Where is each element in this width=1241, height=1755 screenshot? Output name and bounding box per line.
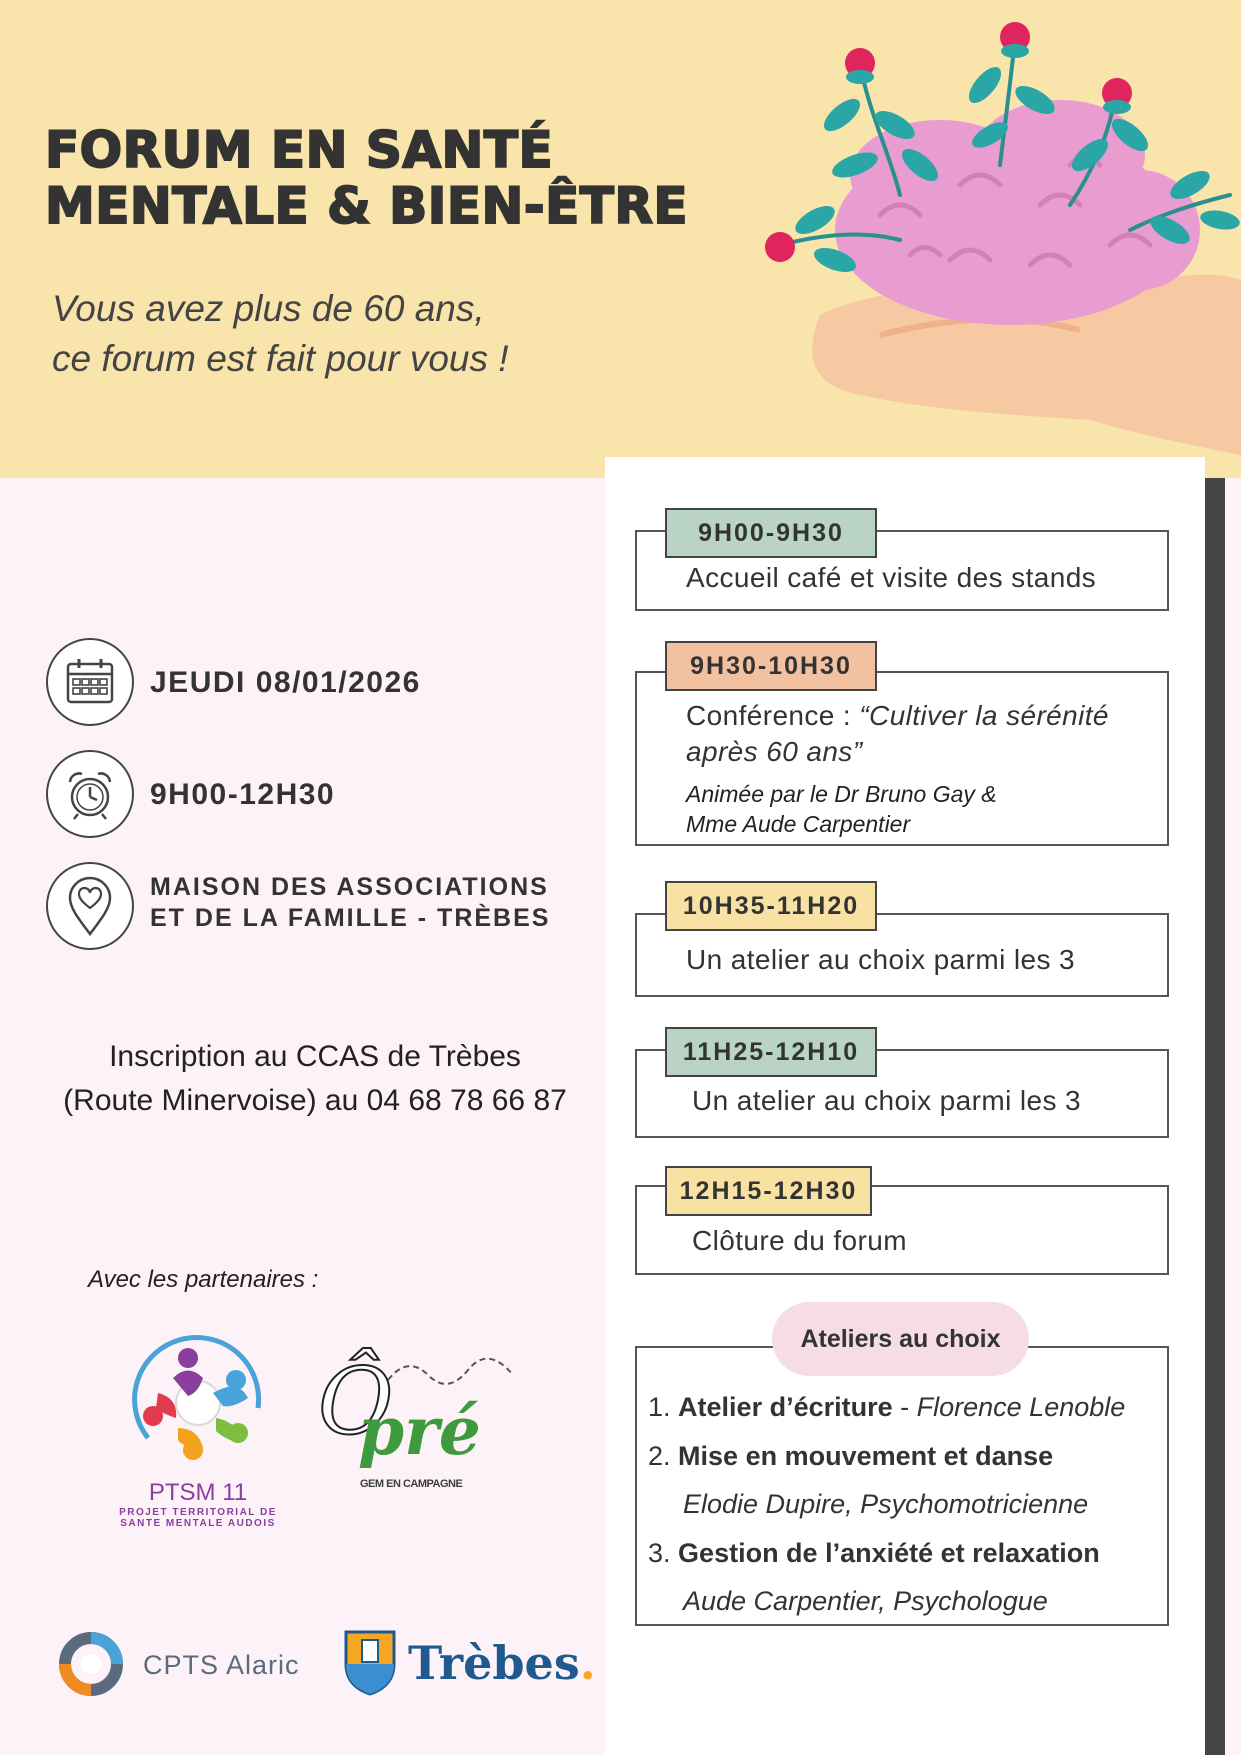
speakers-line-1: Animée par le Dr Bruno Gay &	[686, 781, 997, 807]
inscription-info	[30, 1035, 600, 1123]
partners-label: Avec les partenaires :	[88, 1266, 319, 1293]
time-badge-3: 10H35-11H20	[665, 881, 877, 931]
inscription-line-1: Inscription au CCAS de Trèbes	[109, 1040, 521, 1073]
opre-logo	[318, 1330, 518, 1500]
trebes-dot: .	[579, 1636, 596, 1690]
place-line-2: ET DE LA FAMILLE - TRÈBES	[150, 904, 551, 932]
ateliers-box	[635, 1346, 1169, 1626]
atelier-name-3: Gestion de l’anxiété et relaxation	[678, 1538, 1100, 1568]
event-date: JEUDI 08/01/2026	[150, 666, 421, 699]
alarm-clock-icon	[46, 750, 134, 838]
program-text-1: Accueil café et visite des stands	[686, 562, 1097, 593]
ptsm-line-1: PROJET TERRITORIAL DE	[119, 1507, 277, 1518]
atelier-who-1: Florence Lenoble	[916, 1392, 1126, 1422]
conference-line-1	[686, 698, 1109, 734]
conference-prefix: Conférence :	[686, 700, 860, 731]
conference-title-2: après 60 ans”	[686, 736, 863, 767]
opre-tagline: GEM EN CAMPAGNE	[360, 1478, 463, 1490]
time-badge-1: 9H00-9H30	[665, 508, 877, 558]
opre-word: pré	[358, 1392, 481, 1470]
opre-o: Ô	[318, 1348, 394, 1455]
conference-title-1: “Cultiver la sérénité	[859, 700, 1109, 731]
ateliers-title: Ateliers au choix	[772, 1302, 1029, 1376]
time-badge-5: 12H15-12H30	[665, 1166, 872, 1216]
program-card-shadow	[1205, 478, 1225, 1755]
conference-speakers	[686, 779, 997, 839]
inscription-line-2: (Route Minervoise) au 04 68 78 66 87	[63, 1084, 567, 1117]
atelier-item-3	[648, 1538, 1100, 1569]
atelier-item-2	[648, 1441, 1053, 1472]
program-text-3: Un atelier au choix parmi les 3	[686, 944, 1076, 975]
ptsm11-logo	[118, 1328, 278, 1529]
program-text-5: Clôture du forum	[692, 1225, 907, 1256]
atelier-num-1: 1.	[648, 1392, 671, 1422]
cpts-alaric-logo	[55, 1628, 315, 1704]
event-time: 9H00-12H30	[150, 778, 336, 811]
trebes-crest-icon	[342, 1626, 398, 1696]
trebes-word: Trèbes	[408, 1636, 580, 1690]
atelier-name-2: Mise en mouvement et danse	[678, 1441, 1054, 1471]
trebes-logo	[342, 1626, 596, 1706]
subtitle	[52, 284, 509, 384]
cpts-name: CPTS Alaric	[143, 1650, 300, 1680]
atelier-who-2: Elodie Dupire, Psychomotricienne	[683, 1489, 1089, 1519]
speakers-line-2: Mme Aude Carpentier	[686, 811, 911, 837]
event-place	[150, 872, 550, 934]
program-text-4: Un atelier au choix parmi les 3	[692, 1085, 1082, 1116]
atelier-who-3: Aude Carpentier, Psychologue	[683, 1586, 1048, 1616]
atelier-num-2: 2.	[648, 1441, 671, 1471]
page-title	[45, 122, 688, 234]
atelier-name-1: Atelier d’écriture	[678, 1392, 893, 1422]
subtitle-line-1: Vous avez plus de 60 ans,	[52, 288, 485, 329]
program-text-2	[686, 698, 1109, 770]
title-line-1: FORUM EN SANTÉ	[45, 121, 554, 179]
place-line-1: MAISON DES ASSOCIATIONS	[150, 873, 549, 901]
ptsm-name: PTSM 11	[148, 1479, 248, 1506]
brain-flowers-illustration	[760, 15, 1241, 485]
trebes-name	[408, 1636, 596, 1690]
time-badge-4: 11H25-12H10	[665, 1027, 877, 1077]
title-line-2: MENTALE & BIEN-ÊTRE	[45, 177, 688, 235]
time-badge-2: 9H30-10H30	[665, 641, 877, 691]
cpts-icon	[55, 1628, 127, 1700]
location-pin-heart-icon	[46, 862, 134, 950]
subtitle-line-2: ce forum est fait pour vous !	[52, 338, 509, 379]
atelier-sep-1: -	[892, 1392, 917, 1422]
atelier-item-1	[648, 1392, 1125, 1423]
atelier-num-3: 3.	[648, 1538, 671, 1568]
conference-line-2	[686, 734, 1109, 770]
ptsm-line-2: SANTE MENTALE AUDOIS	[120, 1518, 276, 1529]
calendar-icon	[46, 638, 134, 726]
